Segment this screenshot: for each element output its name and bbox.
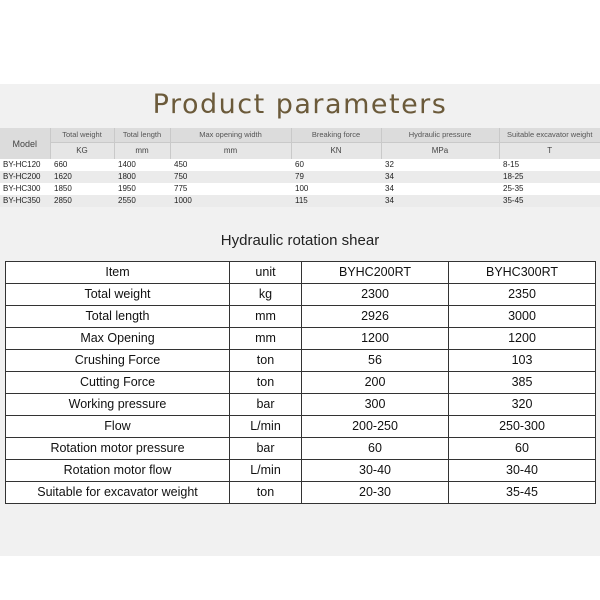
spec-header-row xyxy=(6,262,596,284)
spec-cell: Rotation motor flow xyxy=(6,460,230,482)
params-row xyxy=(0,195,600,207)
spec-row xyxy=(6,328,596,350)
spec-cell: Cutting Force xyxy=(6,372,230,394)
spec-cell: 1200 xyxy=(449,328,596,350)
params-header-row xyxy=(0,128,600,143)
params-cell: 18-25 xyxy=(499,171,600,183)
params-unit-cell: mm xyxy=(170,143,291,160)
spec-cell: ton xyxy=(230,350,302,372)
spec-row xyxy=(6,482,596,504)
spec-cell: 103 xyxy=(449,350,596,372)
params-row xyxy=(0,159,600,171)
params-cell: 1620 xyxy=(50,171,114,183)
params-unit-row xyxy=(0,143,600,160)
spec-cell: mm xyxy=(230,306,302,328)
spec-cell: 200 xyxy=(302,372,449,394)
spec-row xyxy=(6,306,596,328)
params-unit-cell: T xyxy=(499,143,600,160)
params-header-cell: Hydraulic pressure xyxy=(381,128,499,143)
spec-cell: 250-300 xyxy=(449,416,596,438)
params-unit-cell: MPa xyxy=(381,143,499,160)
spec-cell: 35-45 xyxy=(449,482,596,504)
params-cell: 35-45 xyxy=(499,195,600,207)
params-cell: 750 xyxy=(170,171,291,183)
params-header-cell: Total weight xyxy=(50,128,114,143)
product-parameters-table xyxy=(0,128,600,207)
params-row xyxy=(0,183,600,195)
params-cell: 8-15 xyxy=(499,159,600,171)
params-cell: 1400 xyxy=(114,159,170,171)
spec-row xyxy=(6,394,596,416)
params-cell: 1000 xyxy=(170,195,291,207)
params-cell: 32 xyxy=(381,159,499,171)
params-cell: 2550 xyxy=(114,195,170,207)
spec-header-cell: Item xyxy=(6,262,230,284)
spec-cell: ton xyxy=(230,372,302,394)
spec-cell: Rotation motor pressure xyxy=(6,438,230,460)
rotation-shear-spec-table xyxy=(5,261,596,504)
params-cell: 775 xyxy=(170,183,291,195)
params-cell: 34 xyxy=(381,195,499,207)
params-cell: BY-HC120 xyxy=(0,159,50,171)
params-cell: 1800 xyxy=(114,171,170,183)
spec-cell: Total length xyxy=(6,306,230,328)
spec-cell: Crushing Force xyxy=(6,350,230,372)
spec-cell: mm xyxy=(230,328,302,350)
spec-cell: ton xyxy=(230,482,302,504)
params-cell: 100 xyxy=(291,183,381,195)
spec-row xyxy=(6,372,596,394)
params-cell: 79 xyxy=(291,171,381,183)
params-unit-cell: KG xyxy=(50,143,114,160)
spec-cell: 30-40 xyxy=(449,460,596,482)
params-cell: 660 xyxy=(50,159,114,171)
spec-cell: 60 xyxy=(449,438,596,460)
spec-cell: 2926 xyxy=(302,306,449,328)
params-cell: 60 xyxy=(291,159,381,171)
params-header-cell: Model xyxy=(0,128,50,159)
spec-cell: 20-30 xyxy=(302,482,449,504)
spec-header-cell: unit xyxy=(230,262,302,284)
params-unit-cell: mm xyxy=(114,143,170,160)
params-cell: 1950 xyxy=(114,183,170,195)
params-header-cell: Suitable excavator weight xyxy=(499,128,600,143)
spec-row xyxy=(6,350,596,372)
spec-cell: kg xyxy=(230,284,302,306)
spec-cell: 200-250 xyxy=(302,416,449,438)
params-cell: 1850 xyxy=(50,183,114,195)
spec-cell: L/min xyxy=(230,460,302,482)
spec-cell: 56 xyxy=(302,350,449,372)
spec-cell: Suitable for excavator weight xyxy=(6,482,230,504)
spec-cell: bar xyxy=(230,438,302,460)
spec-cell: Total weight xyxy=(6,284,230,306)
spec-cell: 60 xyxy=(302,438,449,460)
spec-row xyxy=(6,284,596,306)
spec-cell: 30-40 xyxy=(302,460,449,482)
spec-cell: 300 xyxy=(302,394,449,416)
spec-header-cell: BYHC200RT xyxy=(302,262,449,284)
params-header-cell: Breaking force xyxy=(291,128,381,143)
params-cell: 25-35 xyxy=(499,183,600,195)
params-cell: 2850 xyxy=(50,195,114,207)
spec-cell: 3000 xyxy=(449,306,596,328)
params-cell: BY-HC300 xyxy=(0,183,50,195)
spec-cell: Working pressure xyxy=(6,394,230,416)
page-title: Product parameters xyxy=(152,89,448,120)
spec-cell: 1200 xyxy=(302,328,449,350)
section-title: Hydraulic rotation shear xyxy=(220,232,380,249)
spec-cell: 385 xyxy=(449,372,596,394)
spec-cell: 2350 xyxy=(449,284,596,306)
params-header-cell: Max opening width xyxy=(170,128,291,143)
params-cell: 34 xyxy=(381,183,499,195)
params-cell: BY-HC350 xyxy=(0,195,50,207)
spec-cell: 320 xyxy=(449,394,596,416)
params-cell: BY-HC200 xyxy=(0,171,50,183)
spec-header-cell: BYHC300RT xyxy=(449,262,596,284)
spec-cell: Max Opening xyxy=(6,328,230,350)
params-cell: 450 xyxy=(170,159,291,171)
params-header-cell: Total length xyxy=(114,128,170,143)
params-cell: 34 xyxy=(381,171,499,183)
spec-cell: L/min xyxy=(230,416,302,438)
spec-row xyxy=(6,460,596,482)
params-row xyxy=(0,171,600,183)
spec-row xyxy=(6,416,596,438)
params-cell: 115 xyxy=(291,195,381,207)
spec-cell: Flow xyxy=(6,416,230,438)
params-unit-cell: KN xyxy=(291,143,381,160)
spec-row xyxy=(6,438,596,460)
spec-cell: 2300 xyxy=(302,284,449,306)
spec-cell: bar xyxy=(230,394,302,416)
